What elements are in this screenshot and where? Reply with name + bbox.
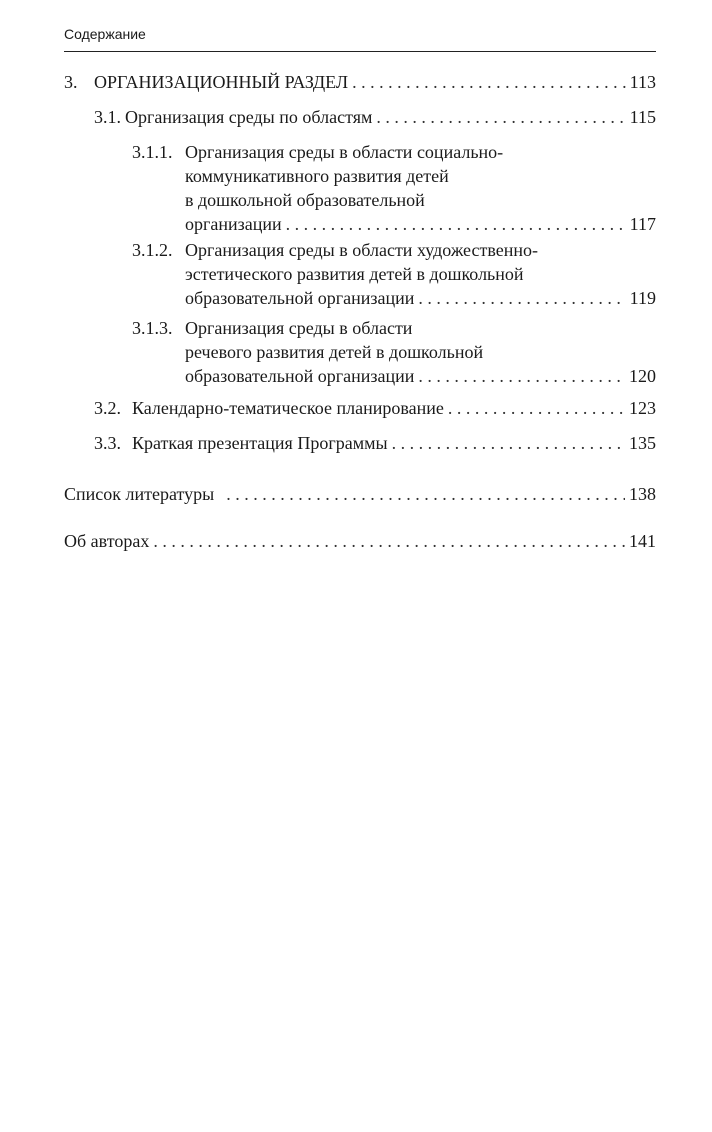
dot-leader xyxy=(392,431,625,455)
toc-title-line-4: организации xyxy=(185,214,282,234)
toc-number: 3.2. xyxy=(94,398,121,418)
toc-title-line-1: Организация среды в области xyxy=(185,318,413,338)
toc-page-number: 117 xyxy=(629,214,656,234)
toc-title: Об авторах xyxy=(64,531,150,551)
dot-leader xyxy=(376,105,625,129)
toc-title-line-3: образовательной организации xyxy=(185,366,415,386)
toc-title-line-3: в дошкольной образовательной xyxy=(185,190,425,210)
toc-page-number: 120 xyxy=(629,366,656,386)
toc-title: ОРГАНИЗАЦИОННЫЙ РАЗДЕЛ xyxy=(94,72,349,92)
toc-number: 3.1.2. xyxy=(132,240,173,260)
dot-leader xyxy=(418,286,625,310)
toc-title: Календарно-тематическое планирование xyxy=(132,398,444,418)
toc-page-number: 115 xyxy=(629,107,656,127)
running-head: Содержание xyxy=(64,26,146,42)
toc-page-number: 113 xyxy=(629,72,656,92)
dot-leader xyxy=(153,529,625,553)
toc-number: 3.1. xyxy=(94,107,121,127)
toc-page-number: 138 xyxy=(629,484,656,504)
toc-title-line-1: Организация среды в области художественно- xyxy=(185,240,538,260)
dot-leader xyxy=(286,212,626,236)
toc-entry-3-1[interactable] xyxy=(94,105,656,129)
toc-title-line-2: эстетического развития детей в дошкольной xyxy=(185,264,524,284)
toc-title-line-2: коммуникативного развития детей xyxy=(185,166,449,186)
toc-entry-3-1-2[interactable] xyxy=(132,238,656,310)
dot-leader xyxy=(418,364,625,388)
toc-entry-references[interactable] xyxy=(64,482,656,506)
toc-title: Краткая презентация Программы xyxy=(132,433,388,453)
toc-page-number: 119 xyxy=(629,288,656,308)
toc-number: 3. xyxy=(64,72,78,92)
toc-title-line-1: Организация среды в области социально- xyxy=(185,142,504,162)
toc-entry-section-3[interactable] xyxy=(64,70,656,94)
toc-entry-3-1-1[interactable] xyxy=(132,140,656,236)
toc-number: 3.1.1. xyxy=(132,142,173,162)
toc-title-line-3: образовательной организации xyxy=(185,288,415,308)
dot-leader xyxy=(352,70,626,94)
toc-entry-authors[interactable] xyxy=(64,529,656,553)
toc-entry-3-1-3[interactable] xyxy=(132,316,656,388)
toc-entry-3-2[interactable] xyxy=(94,396,656,420)
toc-title-line-2: речевого развития детей в дошкольной xyxy=(185,342,484,362)
toc-entry-3-3[interactable] xyxy=(94,431,656,455)
dot-leader xyxy=(226,482,625,506)
header-rule xyxy=(64,51,656,52)
toc-title: Организация среды по областям xyxy=(125,107,373,127)
toc-number: 3.1.3. xyxy=(132,318,173,338)
toc-number: 3.3. xyxy=(94,433,121,453)
toc-page-number: 123 xyxy=(629,398,656,418)
toc-page-number: 141 xyxy=(629,531,656,551)
toc-page-number: 135 xyxy=(629,433,656,453)
toc-title: Список литературы xyxy=(64,484,215,504)
dot-leader xyxy=(448,396,625,420)
